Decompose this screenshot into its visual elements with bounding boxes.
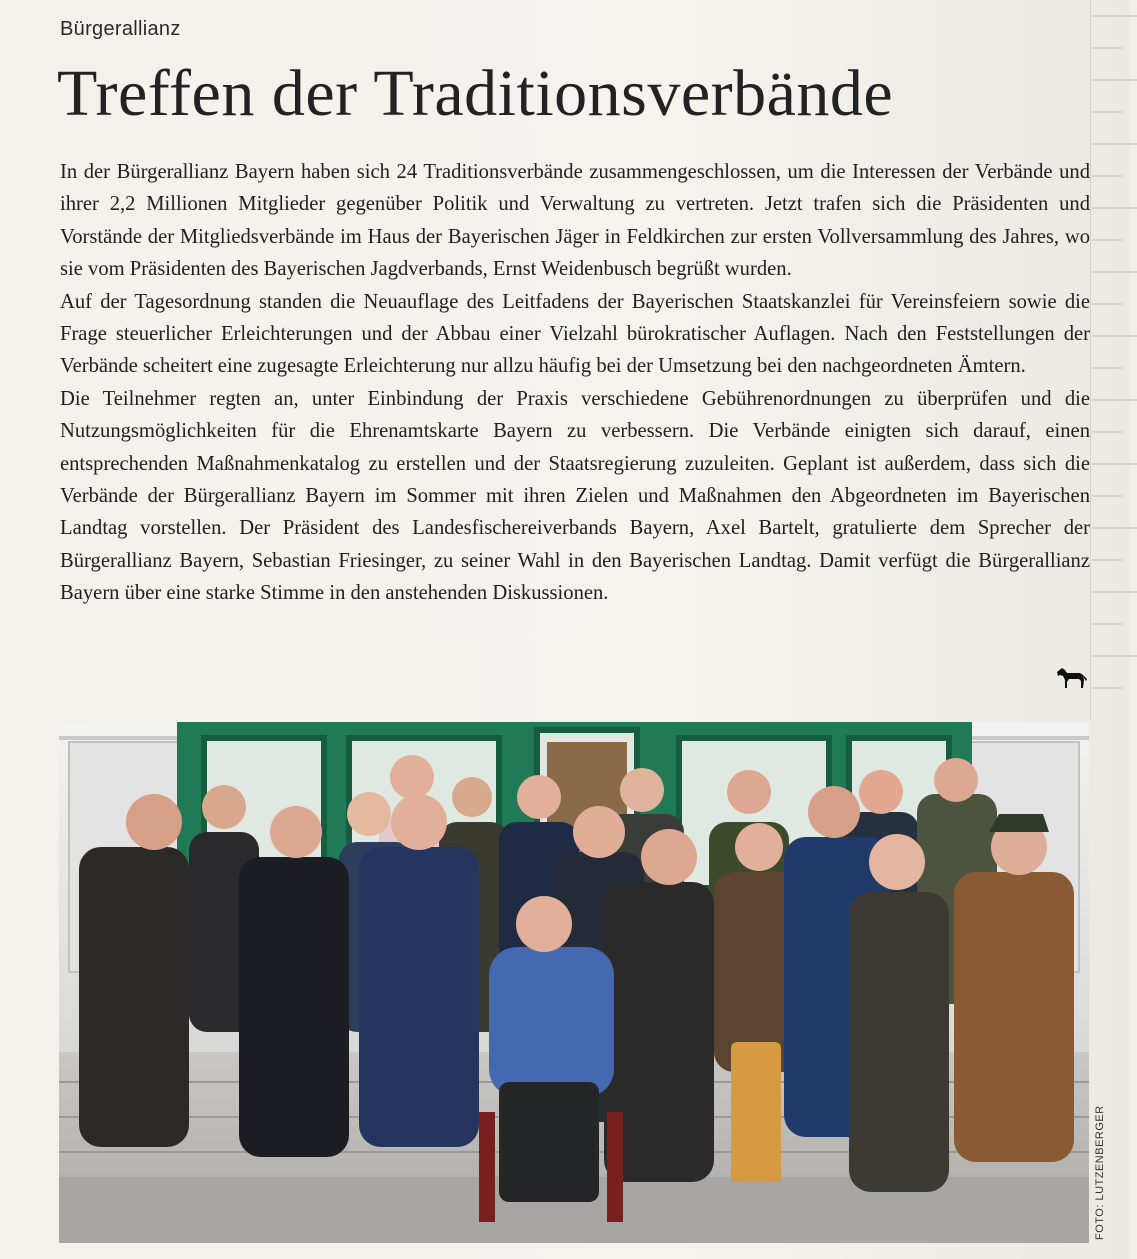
paragraph-1: In der Bürgerallianz Bayern haben sich 24 Traditionsverbände zusammengeschlossen, um die Interessen der Verbände und ihrer 2,2 Millionen Mitglieder gegenüber Politik und Verwaltung zu vertreten. Jetzt trafen sich die Präsidenten und Vorstände der Mitgliedsverbände im Haus der Bayerischen Jäger in Feldkirchen zur ersten Vollversammlung des Jahres, wo sie vom Präsidenten des Bayerischen Jagdverbands, Ernst Weidenbusch begrüßt wurden.	[60, 161, 1090, 281]
paragraph-2: Auf der Tagesordnung standen die Neuauflage des Leitfadens der Bayerischen Staatskanzlei für Vereinsfeiern sowie die Frage steuerlicher Erleichterungen und der Abbau einer Vielzahl bürokratischer Auflagen. Nach den Feststellungen der Verbände scheitert eine zugesagte Erleichterung nur allzu häufig bei der Umsetzung bei den nachgeordneten Ämtern.	[60, 290, 1090, 378]
article-headline: Treffen der Traditionsverbände	[57, 57, 894, 130]
paragraph-3: Die Teilnehmer regten an, unter Einbindung der Praxis verschiedene Gebührenordnungen zu überprüfen und die Nutzungsmöglichkeiten für die Ehrenamtskarte Bayern zu verbessern. Die Verbände einigten sich darauf, einen entsprechenden Maßnahmenkatalog zu erstellen und der Staatsregierung zuzuleiten. Geplant ist außerdem, dass sich die Verbände der Bürgerallianz Bayern im Sommer mit ihren Zielen und Maßnahmen den Abgeordneten im Bayerischen Landtag vorstellen. Der Präsident des Landesfischereiverbands Bayern, Axel Bartelt, gratulierte dem Sprecher der Bürgerallianz Bayern, Sebastian Friesinger, zu seiner Wahl in den Bayerischen Landtag. Damit verfügt die Bürgerallianz Bayern über eine starke Stimme in den anstehenden Diskussionen.	[60, 387, 1090, 605]
adjacent-column-bleed: ——— —— ——— —— ——— —— ——— —— ——— —— ——— —— ——— —— ——— —— ——— —— ——— —— ——— ——	[1092, 7, 1137, 696]
section-kicker: Bürgerallianz	[60, 18, 181, 40]
group-photo	[59, 722, 1089, 1243]
photo-credit: FOTO: LUTZENBERGER	[1094, 1105, 1106, 1240]
article-body	[60, 156, 1090, 610]
horse-end-mark-icon	[1054, 664, 1088, 690]
column-divider	[1090, 0, 1091, 720]
